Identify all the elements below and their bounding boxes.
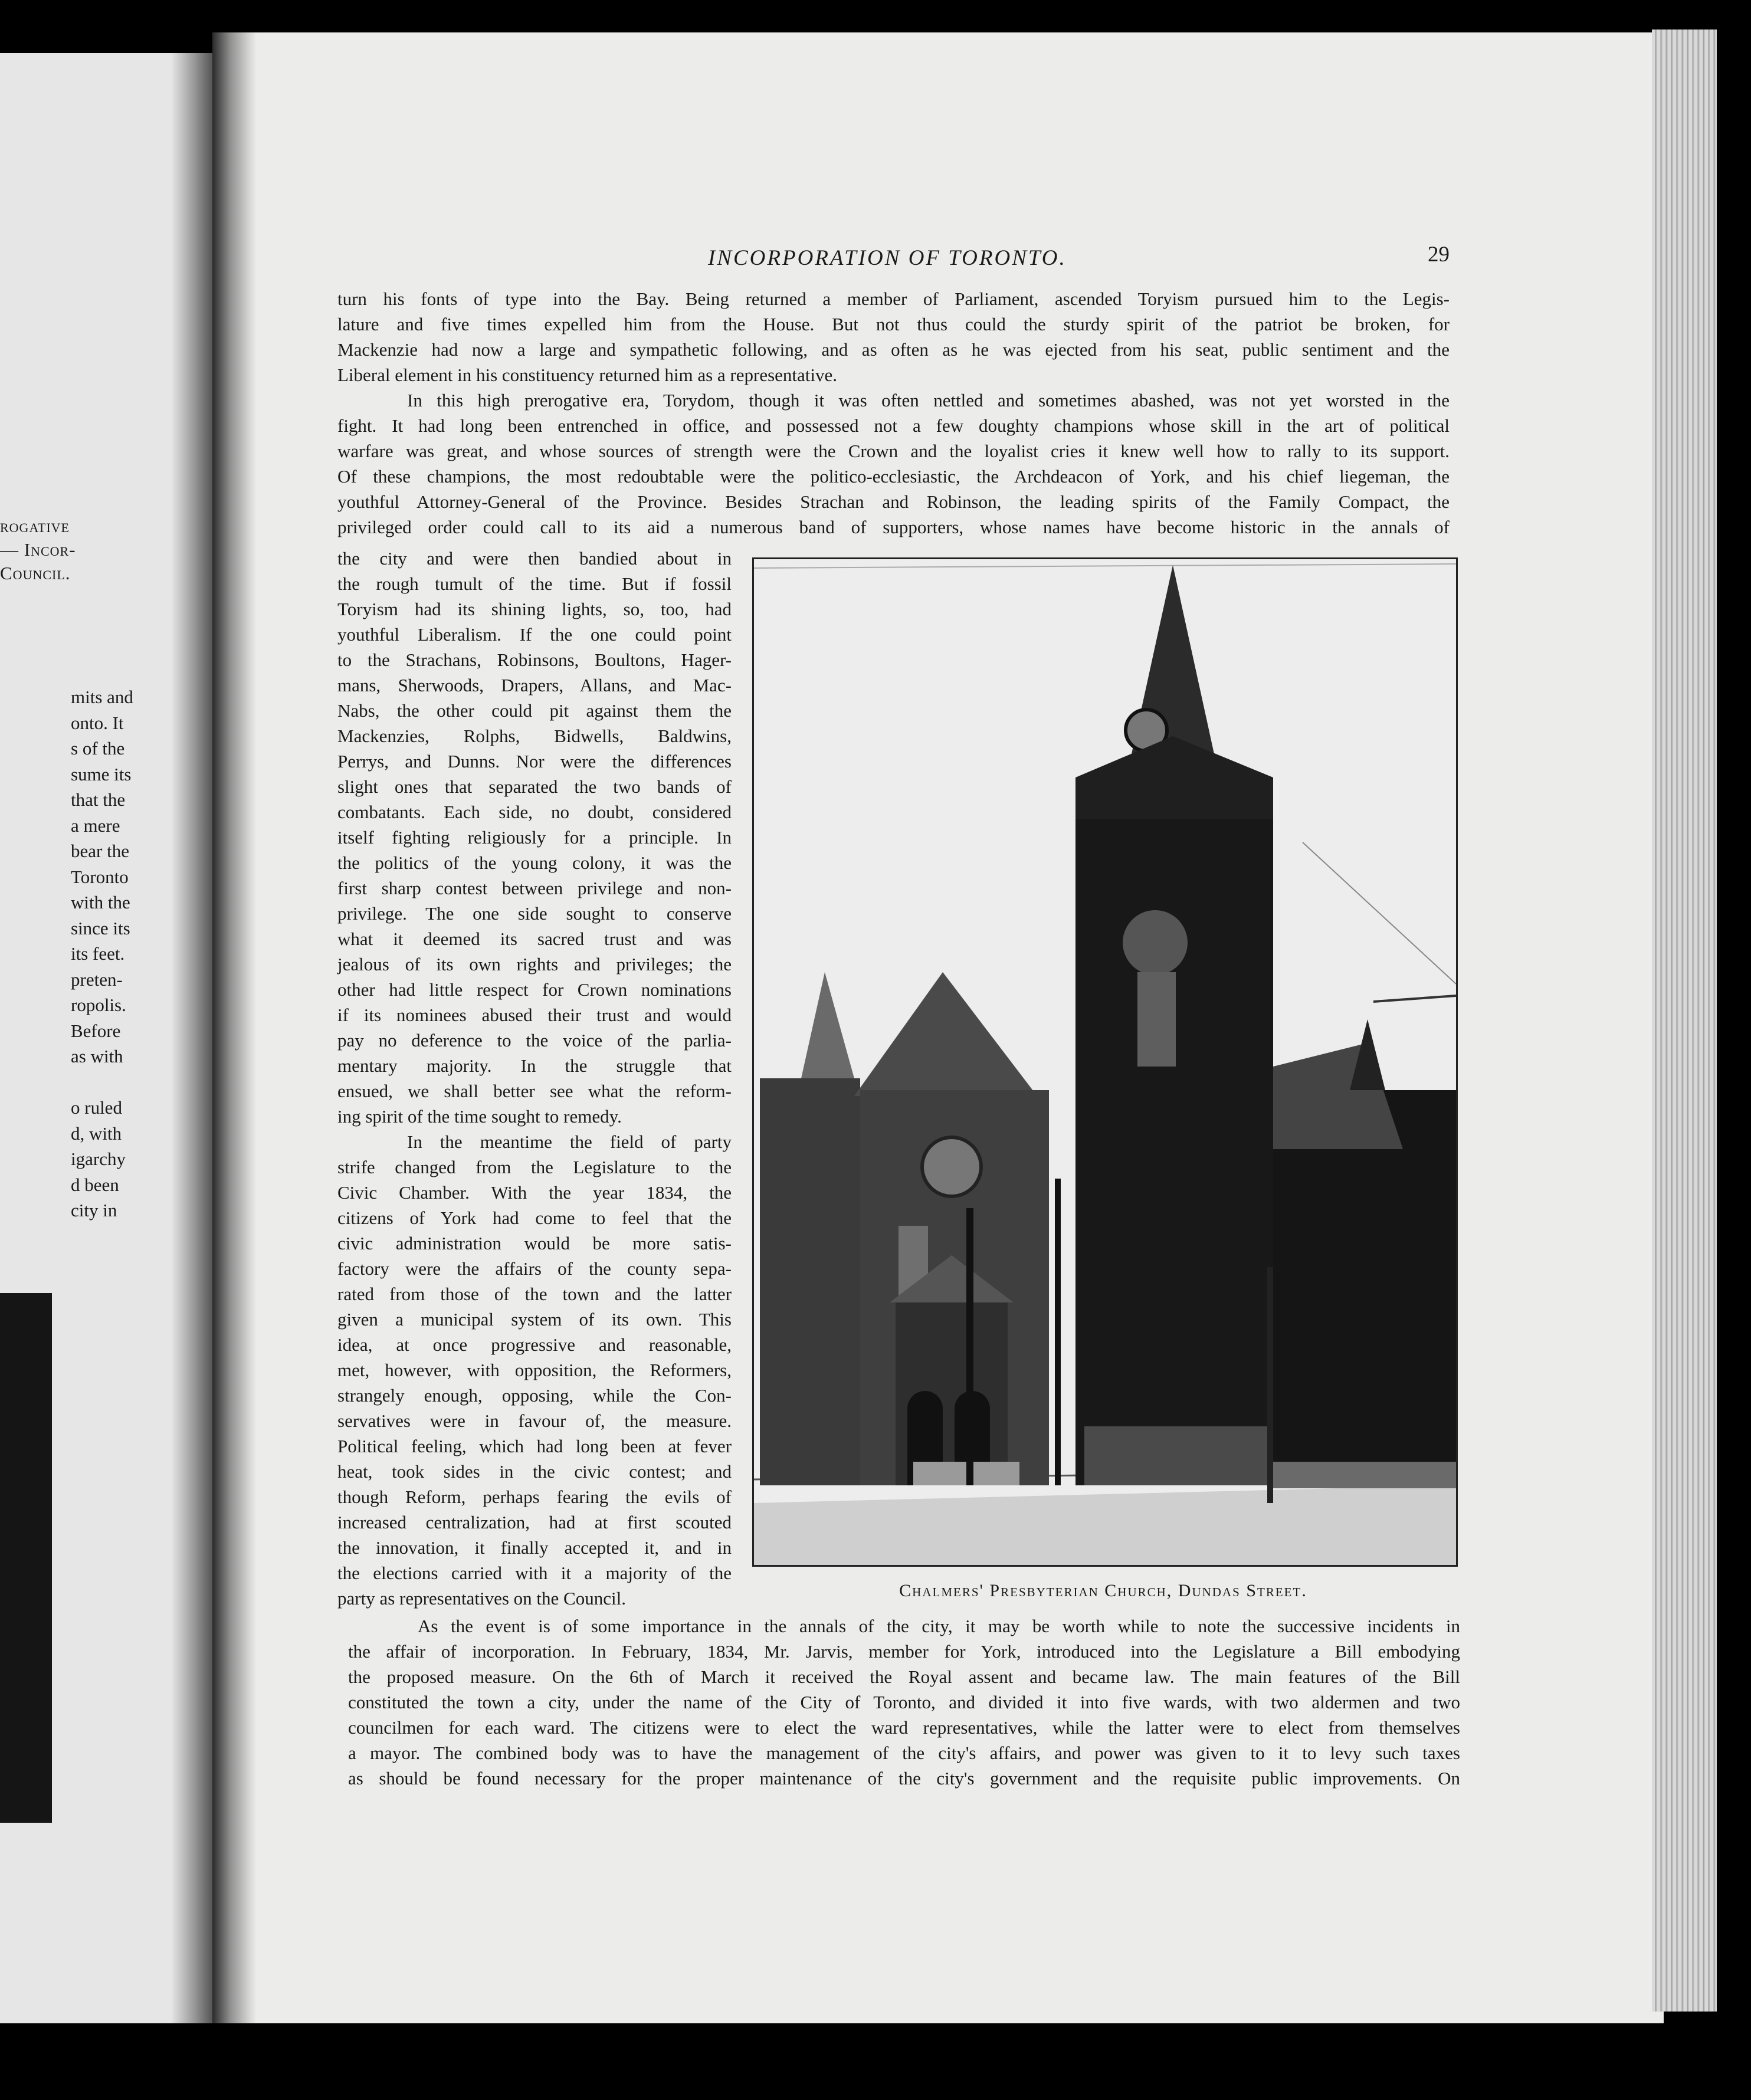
text-line: Liberal element in his constituency returned him as a representative. xyxy=(337,365,838,385)
text-line: increased centralization, had at first scouted xyxy=(337,1512,732,1533)
left-text-line: igarchy xyxy=(71,1149,126,1169)
text-line: privileged order could call to its aid a numerous band of supporters, whose names have become historic in the annals of xyxy=(337,517,1450,537)
text-line: Mackenzies, Rolphs, Bidwells, Baldwins, xyxy=(337,726,732,746)
text-line: Civic Chamber. With the year 1834, the xyxy=(337,1182,732,1203)
left-text-line: Before xyxy=(71,1020,121,1041)
text-line: the city and were then bandied about in xyxy=(337,548,732,569)
left-text-line: sume its xyxy=(71,763,132,785)
text-line: In the meantime the field of party xyxy=(407,1131,732,1152)
page-edges xyxy=(1652,29,1717,2012)
text-line: youthful Attorney-General of the Province. Besides Strachan and Robinson, the leading spirits of the Family Compact, the xyxy=(337,491,1450,512)
text-line: met, however, with opposition, the Reformers, xyxy=(337,1360,732,1380)
text-line: Political feeling, which had long been at fever xyxy=(337,1436,732,1456)
text-line: civic administration would be more satis- xyxy=(337,1233,732,1254)
text-line: combatants. Each side, no doubt, considered xyxy=(337,802,732,822)
text-line: servatives were in favour of, the measure. xyxy=(337,1410,732,1431)
text-line: factory were the affairs of the county sepa- xyxy=(337,1258,732,1279)
text-line: lature and five times expelled him from the House. But not thus could the sturdy spirit of the patriot be broken, for xyxy=(337,314,1450,334)
running-title: INCORPORATION OF TORONTO. xyxy=(708,246,1067,270)
text-line: Toryism had its shining lights, so, too, had xyxy=(337,599,732,619)
text-line: the elections carried with it a majority of the xyxy=(337,1563,732,1583)
right-gutter-shadow xyxy=(212,32,257,2023)
left-text-line: its feet. xyxy=(71,943,125,964)
text-line: Of these champions, the most redoubtable were the politico-ecclesiastic, the Archdeacon of York, and his chief liegeman, the xyxy=(337,466,1450,487)
left-text-line: o ruled xyxy=(71,1097,122,1118)
left-gutter-shadow xyxy=(171,53,212,2023)
left-text-line: preten- xyxy=(71,969,123,990)
text-line: the affair of incorporation. In February, 1834, Mr. Jarvis, member for York, introduced into the Legislature a Bill embodying xyxy=(348,1641,1460,1662)
text-line: strife changed from the Legislature to the xyxy=(337,1157,732,1177)
left-text-line: Toronto xyxy=(71,866,129,887)
left-text-line: that the xyxy=(71,789,126,810)
text-line: pay no deference to the voice of the parlia- xyxy=(337,1030,732,1051)
left-text-line: a mere xyxy=(71,815,120,836)
text-line: rated from those of the town and the latter xyxy=(337,1284,732,1304)
text-line: as should be found necessary for the proper maintenance of the city's government and the requisite public improvements. On xyxy=(348,1768,1460,1789)
text-line: privilege. The one side sought to conserve xyxy=(337,903,732,924)
text-line: if its nominees abused their trust and would xyxy=(337,1005,732,1025)
text-line: turn his fonts of type into the Bay. Being returned a member of Parliament, ascended Toryism pursued him to the Legis- xyxy=(337,288,1450,309)
text-line: fight. It had long been entrenched in office, and possessed not a few doughty champions whose skill in the art of political xyxy=(337,415,1450,436)
text-line: slight ones that separated the two bands of xyxy=(337,776,732,797)
left-page-photo-fragment xyxy=(0,1293,52,1823)
text-line: Nabs, the other could pit against them the xyxy=(337,700,732,721)
left-text-line: ropolis. xyxy=(71,995,126,1015)
left-text-line: since its xyxy=(71,917,130,939)
text-line: the politics of the young colony, it was the xyxy=(337,852,732,873)
paragraph-block-bottom xyxy=(348,1613,1460,1791)
left-text-line: bear the xyxy=(71,841,129,861)
text-line: warfare was great, and whose sources of strength were the Crown and the loyalist cries it knew well how to rally to its support. xyxy=(337,441,1450,461)
text-line: to the Strachans, Robinsons, Boultons, Hager- xyxy=(337,649,732,670)
text-line: ing spirit of the time sought to remedy. xyxy=(337,1106,622,1127)
text-line: strangely enough, opposing, while the Con- xyxy=(337,1385,732,1406)
text-line: other had little respect for Crown nominations xyxy=(337,979,732,1000)
text-line: constituted the town a city, under the name of the City of Toronto, and divided it into five wards, with two aldermen and two xyxy=(348,1692,1460,1712)
text-line: youthful Liberalism. If the one could point xyxy=(337,624,732,645)
church-photograph xyxy=(752,557,1458,1567)
left-page xyxy=(0,53,212,2023)
left-text-line: mits and xyxy=(71,687,133,707)
left-text-line: city in xyxy=(71,1200,117,1220)
text-line: In this high prerogative era, Torydom, though it was often nettled and sometimes abashed, was not yet worsted in the xyxy=(407,390,1450,411)
paragraph-block-top xyxy=(337,286,1450,540)
left-sidenote-line: Council. xyxy=(0,563,71,583)
church-illustration xyxy=(754,559,1456,1565)
left-text-line: with the xyxy=(71,892,130,913)
left-text-line: d, with xyxy=(71,1123,122,1144)
text-line: given a municipal system of its own. This xyxy=(337,1309,732,1330)
text-line: citizens of York had come to feel that the xyxy=(337,1208,732,1228)
text-line: party as representatives on the Council. xyxy=(337,1588,626,1609)
text-line: a mayor. The combined body was to have the management of the city's affairs, and power was given to it to levy such taxes xyxy=(348,1743,1460,1763)
text-line: what it deemed its sacred trust and was xyxy=(337,928,732,949)
text-line: though Reform, perhaps fearing the evils of xyxy=(337,1487,732,1507)
narrow-column xyxy=(337,546,732,1611)
left-text-line: s of the xyxy=(71,738,125,759)
left-text-line: as with xyxy=(71,1046,123,1067)
left-text-line: onto. It xyxy=(71,712,124,733)
text-line: jealous of its own rights and privileges; the xyxy=(337,954,732,974)
text-line: itself fighting religiously for a principle. In xyxy=(337,827,732,848)
figure-caption: Chalmers' Presbyterian Church, Dundas Street. xyxy=(899,1581,1307,1600)
text-line: first sharp contest between privilege and non- xyxy=(337,878,732,898)
text-line: Mackenzie had now a large and sympathetic following, and as often as he was ejected from his seat, public sentiment and the xyxy=(337,339,1450,360)
text-line: Perrys, and Dunns. Nor were the differences xyxy=(337,751,732,772)
text-line: mentary majority. In the struggle that xyxy=(337,1055,732,1076)
left-sidenote-line: — Incor- xyxy=(0,539,76,560)
text-line: mans, Sherwoods, Drapers, Allans, and Mac- xyxy=(337,675,732,695)
left-sidenote-line: rogative xyxy=(0,516,70,536)
text-line: As the event is of some importance in the annals of the city, it may be worth while to note the successive incidents in xyxy=(418,1616,1460,1636)
page-number: 29 xyxy=(1428,242,1450,267)
text-line: the innovation, it finally accepted it, and in xyxy=(337,1537,732,1558)
text-line: councilmen for each ward. The citizens were to elect the ward representatives, while the latter were to elect from themselves xyxy=(348,1717,1460,1738)
left-text-line: d been xyxy=(71,1174,119,1195)
text-line: the rough tumult of the time. But if fossil xyxy=(337,573,732,594)
text-line: ensued, we shall better see what the reform- xyxy=(337,1081,732,1101)
text-line: idea, at once progressive and reasonable, xyxy=(337,1334,732,1355)
text-line: the proposed measure. On the 6th of March it received the Royal assent and became law. The main features of the Bill xyxy=(348,1666,1460,1687)
text-line: heat, took sides in the civic contest; and xyxy=(337,1461,732,1482)
